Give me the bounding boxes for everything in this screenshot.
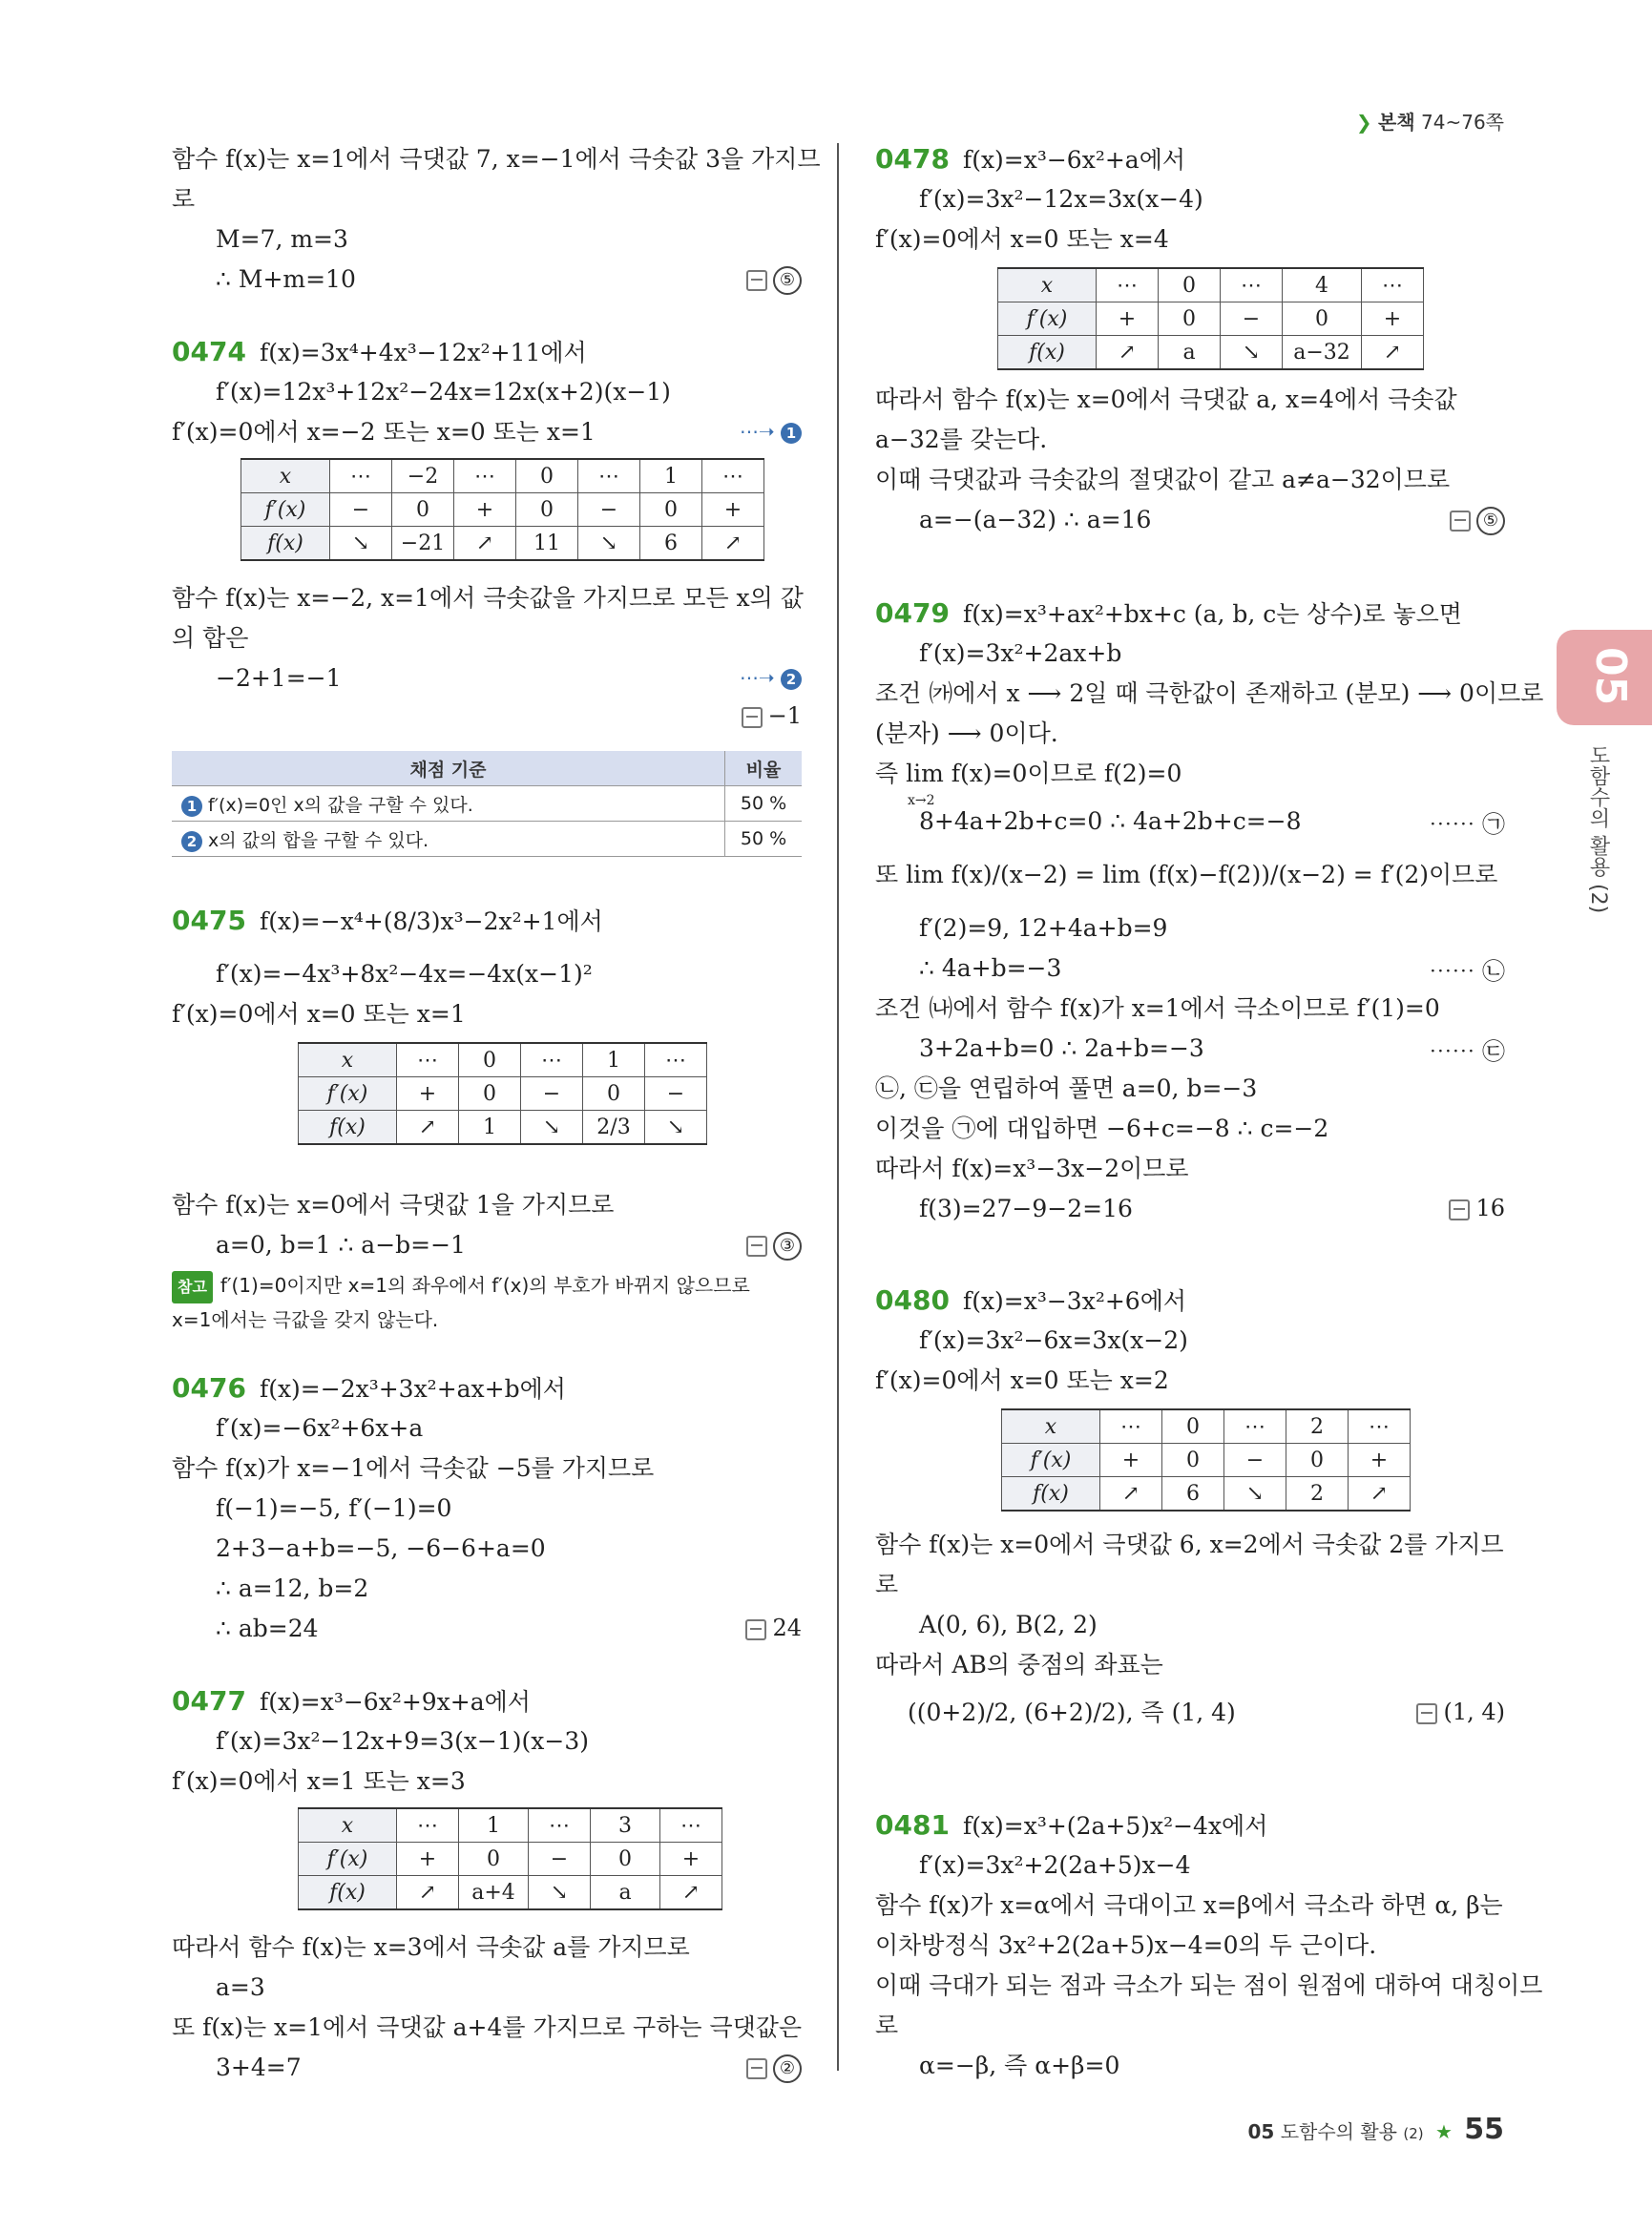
table-cell: 1 bbox=[583, 1043, 645, 1077]
table-cell: ↗ bbox=[1362, 336, 1424, 370]
table-cell: 0 bbox=[591, 1843, 660, 1876]
table-cell: 0 bbox=[392, 493, 454, 527]
table-cell: 0 bbox=[516, 459, 578, 493]
table-cell: 0 bbox=[583, 1077, 645, 1111]
grading-pct: 50 % bbox=[725, 786, 803, 822]
table-cell: ⋯ bbox=[521, 1043, 583, 1077]
table-cell: f(x) bbox=[241, 527, 330, 561]
table-cell: + bbox=[454, 493, 516, 527]
table-cell: ↘ bbox=[578, 527, 640, 561]
text-line: f′(x)=0에서 x=0 또는 x=1 bbox=[172, 1000, 466, 1028]
text-line: 의 합은 bbox=[172, 624, 249, 652]
table-cell: f′(x) bbox=[1002, 1444, 1100, 1477]
problem-number: 0474 bbox=[172, 336, 246, 367]
text-line: a=3 bbox=[216, 1973, 265, 2001]
answer-icon bbox=[746, 1236, 767, 1257]
table-cell: ⋯ bbox=[1097, 268, 1159, 302]
table-cell: + bbox=[1097, 302, 1159, 336]
text-line: a−32를 갖는다. bbox=[875, 426, 1048, 453]
table-cell: + bbox=[397, 1077, 459, 1111]
table-cell: − bbox=[578, 493, 640, 527]
table-cell: − bbox=[529, 1843, 591, 1876]
text-line: f′(x)=3x²−12x+9=3(x−1)(x−3) bbox=[216, 1727, 589, 1755]
table-row bbox=[998, 302, 1424, 336]
text-line: f′(x)=−6x²+6x+a bbox=[216, 1414, 424, 1442]
problem-0479: 0479 f(x)=x³+ax²+bx+c (a, b, c는 상수)로 놓으면 bbox=[875, 597, 1462, 629]
answer-icon bbox=[745, 1619, 766, 1640]
table-cell: 6 bbox=[1162, 1477, 1224, 1512]
text-line: 8+4a+2b+c=0 ∴ 4a+2b+c=−8 bbox=[919, 807, 1302, 835]
table-cell: ⋯ bbox=[1224, 1409, 1286, 1444]
table-cell: x bbox=[241, 459, 330, 493]
text-line: 로 bbox=[875, 2012, 899, 2039]
text-line: ∴ a=12, b=2 bbox=[216, 1574, 369, 1602]
answer: ② bbox=[746, 2054, 802, 2083]
table-row bbox=[1002, 1444, 1411, 1477]
table-row bbox=[299, 1843, 722, 1876]
table-cell: f(x) bbox=[299, 1876, 397, 1910]
chapter-side-title: 도함수의 활용 (2) bbox=[1586, 744, 1610, 914]
table-cell: 0 bbox=[516, 493, 578, 527]
table-row bbox=[241, 527, 764, 561]
table-row bbox=[299, 1111, 707, 1145]
table-cell: + bbox=[702, 493, 764, 527]
problem-0476: 0476 f(x)=−2x³+3x²+ax+b에서 bbox=[172, 1372, 566, 1404]
table-cell: 1 bbox=[640, 459, 702, 493]
text-line: 로 bbox=[875, 1571, 899, 1598]
table-cell: 0 bbox=[1162, 1409, 1224, 1444]
text-line: (분자) ⟶ 0이다. bbox=[875, 719, 1058, 747]
answer-icon bbox=[742, 707, 763, 728]
text-line: 함수 f(x)는 x=0에서 극댓값 1을 가지므로 bbox=[172, 1191, 615, 1219]
table-cell: ↗ bbox=[1097, 336, 1159, 370]
table-cell: f′(x) bbox=[299, 1843, 397, 1876]
table-cell: 0 bbox=[1159, 302, 1221, 336]
problem-number: 0475 bbox=[172, 905, 246, 936]
text-line: 조건 ㈎에서 x ⟶ 2일 때 극한값이 존재하고 (분모) ⟶ 0이므로 bbox=[875, 679, 1544, 707]
table-cell: ↘ bbox=[521, 1111, 583, 1145]
text-line: M=7, m=3 bbox=[216, 225, 348, 253]
table-cell: 0 bbox=[459, 1077, 521, 1111]
answer-icon bbox=[746, 2058, 767, 2079]
problem-0480: 0480 f(x)=x³−3x²+6에서 bbox=[875, 1284, 1186, 1316]
variation-table bbox=[240, 458, 764, 561]
chevron-right-icon: ❯ bbox=[1355, 111, 1372, 134]
text-line: a=−(a−32) ∴ a=16 bbox=[919, 506, 1152, 533]
text-line: A(0, 6), B(2, 2) bbox=[919, 1611, 1098, 1638]
step-marker: ⋯➝ 1 bbox=[740, 420, 802, 444]
table-cell: ⋯ bbox=[1221, 268, 1283, 302]
table-cell: 0 bbox=[1159, 268, 1221, 302]
note: 참고 f′(1)=0이지만 x=1의 좌우에서 f′(x)의 부호가 바뀌지 않으므로 bbox=[172, 1269, 750, 1303]
text-line: f′(x)=0에서 x=0 또는 x=4 bbox=[875, 225, 1169, 253]
page-footer bbox=[1248, 2113, 1505, 2146]
text-line: 함수 f(x)는 x=0에서 극댓값 6, x=2에서 극솟값 2를 가지므 bbox=[875, 1531, 1504, 1558]
answer-icon bbox=[1449, 1199, 1470, 1220]
table-cell: ⋯ bbox=[397, 1808, 459, 1843]
text-line: 이때 극대가 되는 점과 극소가 되는 점이 원점에 대하여 대칭이므 bbox=[875, 1971, 1543, 1999]
equation-tag: ⋯⋯ ㉡ bbox=[1429, 958, 1505, 985]
text-line: −2+1=−1 bbox=[216, 664, 342, 692]
table-cell: 0 bbox=[640, 493, 702, 527]
variation-table bbox=[298, 1042, 707, 1145]
table-cell: ↗ bbox=[1349, 1477, 1411, 1512]
table-cell: ↘ bbox=[645, 1111, 707, 1145]
answer-icon bbox=[746, 270, 767, 291]
problem-0475: 0475 f(x)=−x⁴+(8/3)x³−2x²+1에서 bbox=[172, 905, 603, 936]
step-marker: ⋯➝ 2 bbox=[740, 666, 802, 690]
text-line: 함수 f(x)는 x=−2, x=1에서 극솟값을 가지므로 모든 x의 값 bbox=[172, 584, 804, 612]
table-cell: − bbox=[521, 1077, 583, 1111]
text-line: f′(x)=0에서 x=−2 또는 x=0 또는 x=1 bbox=[172, 418, 596, 446]
text-line: 로 bbox=[172, 185, 196, 213]
text-line: 또 lim f(x)/(x−2) = lim (f(x)−f(2))/(x−2) = f′(2)이므로 bbox=[875, 861, 1498, 888]
column-divider bbox=[837, 143, 839, 2071]
table-cell: ⋯ bbox=[578, 459, 640, 493]
chapter-number: 05 bbox=[1586, 647, 1635, 706]
table-row bbox=[1002, 1409, 1411, 1444]
book-label: 본책 bbox=[1378, 111, 1415, 134]
table-cell: f′(x) bbox=[299, 1077, 397, 1111]
text-line: f′(2)=9, 12+4a+b=9 bbox=[919, 914, 1168, 942]
chapter-tab[interactable] bbox=[1557, 630, 1652, 725]
grading-pct: 50 % bbox=[725, 822, 803, 857]
table-cell: ⋯ bbox=[645, 1043, 707, 1077]
problem-0478: 0478 f(x)=x³−6x²+a에서 bbox=[875, 143, 1185, 175]
answer: (1, 4) bbox=[1416, 1699, 1505, 1725]
table-row bbox=[241, 459, 764, 493]
table-cell: −2 bbox=[392, 459, 454, 493]
table-cell: ↗ bbox=[702, 527, 764, 561]
table-cell: ⋯ bbox=[1362, 268, 1424, 302]
text-line: ((0+2)/2, (6+2)/2), 즉 (1, 4) bbox=[908, 1699, 1236, 1726]
problem-number: 0477 bbox=[172, 1685, 246, 1717]
table-cell: a+4 bbox=[459, 1876, 529, 1910]
table-cell: 3 bbox=[591, 1808, 660, 1843]
problem-number: 0481 bbox=[875, 1809, 950, 1841]
table-cell: f(x) bbox=[998, 336, 1097, 370]
table-cell: x bbox=[998, 268, 1097, 302]
table-cell: − bbox=[645, 1077, 707, 1111]
table-cell: f(x) bbox=[1002, 1477, 1100, 1512]
table-cell: −21 bbox=[392, 527, 454, 561]
text-line: 함수 f(x)가 x=−1에서 극솟값 −5를 가지므로 bbox=[172, 1454, 655, 1482]
text-line: f′(x)=3x²−12x=3x(x−4) bbox=[919, 185, 1203, 213]
table-cell: f′(x) bbox=[998, 302, 1097, 336]
table-cell: 1 bbox=[459, 1111, 521, 1145]
table-row bbox=[241, 493, 764, 527]
table-cell: ⋯ bbox=[1349, 1409, 1411, 1444]
text-line: 따라서 함수 f(x)는 x=0에서 극댓값 a, x=4에서 극솟값 bbox=[875, 386, 1457, 413]
problem-number: 0480 bbox=[875, 1284, 950, 1316]
answer-icon bbox=[1450, 511, 1471, 532]
table-cell: 0 bbox=[1162, 1444, 1224, 1477]
answer: 16 bbox=[1449, 1195, 1505, 1221]
grading-head: 채점 기준 bbox=[172, 751, 725, 786]
table-cell: 6 bbox=[640, 527, 702, 561]
equation-tag: ⋯⋯ ㉠ bbox=[1429, 811, 1505, 838]
problem-0481: 0481 f(x)=x³+(2a+5)x²−4x에서 bbox=[875, 1809, 1268, 1841]
table-cell: 0 bbox=[459, 1043, 521, 1077]
table-cell: 2/3 bbox=[583, 1111, 645, 1145]
answer-icon bbox=[1416, 1703, 1437, 1724]
problem-number: 0476 bbox=[172, 1372, 246, 1404]
table-cell: − bbox=[1221, 302, 1283, 336]
text-line: 이것을 ㉠에 대입하면 −6+c=−8 ∴ c=−2 bbox=[875, 1115, 1329, 1142]
problem-number: 0479 bbox=[875, 597, 950, 629]
table-cell: ↗ bbox=[660, 1876, 722, 1910]
answer: −1 bbox=[742, 702, 802, 729]
text-line: ∴ M+m=10 bbox=[216, 265, 356, 293]
text-line: 또 f(x)는 x=1에서 극댓값 a+4를 가지므로 구하는 극댓값은 bbox=[172, 2013, 803, 2041]
text-line: 이차방정식 3x²+2(2a+5)x−4=0의 두 근이다. bbox=[875, 1931, 1377, 1959]
text-line: 3+2a+b=0 ∴ 2a+b=−3 bbox=[919, 1034, 1204, 1062]
table-row bbox=[299, 1808, 722, 1843]
text-line: 따라서 AB의 중점의 좌표는 bbox=[875, 1651, 1163, 1678]
limit-subscript: x→2 bbox=[908, 793, 935, 808]
problem-0474: 0474 f(x)=3x⁴+4x³−12x²+11에서 bbox=[172, 336, 587, 367]
problem-0477: 0477 f(x)=x³−6x²+9x+a에서 bbox=[172, 1685, 531, 1717]
text-line: f(−1)=−5, f′(−1)=0 bbox=[216, 1494, 452, 1522]
text-line: 함수 f(x)는 x=1에서 극댓값 7, x=−1에서 극솟값 3을 가지므 bbox=[172, 145, 821, 173]
grading-table bbox=[172, 751, 802, 857]
text-line: 3+4=7 bbox=[216, 2054, 302, 2081]
table-cell: 2 bbox=[1286, 1477, 1349, 1512]
table-row bbox=[1002, 1477, 1411, 1512]
variation-table bbox=[298, 1807, 722, 1910]
table-cell: + bbox=[1100, 1444, 1162, 1477]
text-line: f(3)=27−9−2=16 bbox=[919, 1195, 1133, 1222]
table-cell: f′(x) bbox=[241, 493, 330, 527]
text-line: 따라서 함수 f(x)는 x=3에서 극솟값 a를 가지므로 bbox=[172, 1933, 690, 1961]
answer: ⑤ bbox=[746, 265, 802, 295]
table-cell: x bbox=[1002, 1409, 1100, 1444]
text-line: f′(x)=0에서 x=1 또는 x=3 bbox=[172, 1767, 466, 1795]
page-number: 55 bbox=[1464, 2113, 1504, 2146]
table-cell: 0 bbox=[459, 1843, 529, 1876]
table-cell: x bbox=[299, 1043, 397, 1077]
table-cell: − bbox=[330, 493, 392, 527]
table-cell: ⋯ bbox=[454, 459, 516, 493]
grading-row: 2 x의 값의 합을 구할 수 있다. bbox=[172, 822, 725, 857]
text-line: α=−β, 즉 α+β=0 bbox=[919, 2052, 1120, 2079]
table-row bbox=[299, 1077, 707, 1111]
table-cell: ⋯ bbox=[1100, 1409, 1162, 1444]
table-cell: − bbox=[1224, 1444, 1286, 1477]
problem-number: 0478 bbox=[875, 143, 950, 175]
table-cell: ↗ bbox=[397, 1111, 459, 1145]
note: x=1에서는 극값을 갖지 않는다. bbox=[172, 1308, 439, 1331]
answer: ③ bbox=[746, 1231, 802, 1261]
table-cell: a−32 bbox=[1283, 336, 1362, 370]
table-cell: ⋯ bbox=[529, 1808, 591, 1843]
footer-title: 도함수의 활용 bbox=[1280, 2120, 1397, 2143]
page-range: 74~76쪽 bbox=[1421, 111, 1504, 134]
page-reference bbox=[1356, 107, 1504, 135]
answer: 24 bbox=[745, 1615, 802, 1641]
star-icon: ★ bbox=[1434, 2120, 1453, 2143]
text-line: a=0, b=1 ∴ a−b=−1 bbox=[216, 1231, 466, 1259]
table-cell: a bbox=[591, 1876, 660, 1910]
table-cell: ↘ bbox=[1224, 1477, 1286, 1512]
table-row bbox=[998, 268, 1424, 302]
table-cell: f(x) bbox=[299, 1111, 397, 1145]
text-line: f′(x)=0에서 x=0 또는 x=2 bbox=[875, 1366, 1169, 1394]
variation-table bbox=[997, 267, 1424, 370]
table-cell: ⋯ bbox=[330, 459, 392, 493]
text-line: f′(x)=−4x³+8x²−4x=−4x(x−1)² bbox=[216, 960, 593, 988]
table-cell: 11 bbox=[516, 527, 578, 561]
table-cell: + bbox=[660, 1843, 722, 1876]
variation-table bbox=[1001, 1408, 1411, 1512]
footer-sub: (2) bbox=[1403, 2125, 1424, 2142]
table-cell: a bbox=[1159, 336, 1221, 370]
table-cell: + bbox=[1362, 302, 1424, 336]
text-line: 즉 lim f(x)=0이므로 f(2)=0 bbox=[875, 760, 1182, 787]
table-cell: 0 bbox=[1286, 1444, 1349, 1477]
table-cell: ⋯ bbox=[660, 1808, 722, 1843]
text-line: 2+3−a+b=−5, −6−6+a=0 bbox=[216, 1534, 546, 1562]
text-line: f′(x)=3x²+2(2a+5)x−4 bbox=[919, 1851, 1191, 1879]
text-line: 따라서 f(x)=x³−3x−2이므로 bbox=[875, 1155, 1189, 1182]
text-line: f′(x)=3x²−6x=3x(x−2) bbox=[919, 1326, 1188, 1354]
table-cell: ↘ bbox=[330, 527, 392, 561]
table-cell: ↗ bbox=[397, 1876, 459, 1910]
text-line: ∴ 4a+b=−3 bbox=[919, 954, 1062, 982]
answer: ⑤ bbox=[1450, 506, 1505, 535]
table-cell: + bbox=[397, 1843, 459, 1876]
table-row bbox=[998, 336, 1424, 370]
table-cell: ↗ bbox=[454, 527, 516, 561]
table-cell: x bbox=[299, 1808, 397, 1843]
table-cell: 2 bbox=[1286, 1409, 1349, 1444]
grading-row: 1 f′(x)=0인 x의 값을 구할 수 있다. bbox=[172, 786, 725, 822]
table-cell: 4 bbox=[1283, 268, 1362, 302]
footer-chapter: 05 bbox=[1247, 2120, 1275, 2143]
table-row bbox=[299, 1876, 722, 1910]
text-line: 함수 f(x)가 x=α에서 극대이고 x=β에서 극소라 하면 α, β는 bbox=[875, 1891, 1503, 1919]
grading-head-pct: 비율 bbox=[725, 751, 803, 786]
text-line: ㉡, ㉢을 연립하여 풀면 a=0, b=−3 bbox=[875, 1074, 1258, 1102]
table-cell: ⋯ bbox=[397, 1043, 459, 1077]
table-cell: ↘ bbox=[1221, 336, 1283, 370]
table-cell: ⋯ bbox=[702, 459, 764, 493]
text-line: f′(x)=12x³+12x²−24x=12x(x+2)(x−1) bbox=[216, 378, 671, 406]
text-line: f′(x)=3x²+2ax+b bbox=[919, 639, 1122, 667]
table-cell: + bbox=[1349, 1444, 1411, 1477]
text-line: 조건 ㈏에서 함수 f(x)가 x=1에서 극소이므로 f′(1)=0 bbox=[875, 994, 1440, 1022]
equation-tag: ⋯⋯ ㉢ bbox=[1429, 1038, 1505, 1065]
table-cell: ↘ bbox=[529, 1876, 591, 1910]
table-cell: ↗ bbox=[1100, 1477, 1162, 1512]
table-row bbox=[299, 1043, 707, 1077]
table-cell: 1 bbox=[459, 1808, 529, 1843]
table-cell: 0 bbox=[1283, 302, 1362, 336]
text-line: ∴ ab=24 bbox=[216, 1615, 319, 1642]
text-line: 이때 극댓값과 극솟값의 절댓값이 같고 a≠a−32이므로 bbox=[875, 466, 1451, 493]
